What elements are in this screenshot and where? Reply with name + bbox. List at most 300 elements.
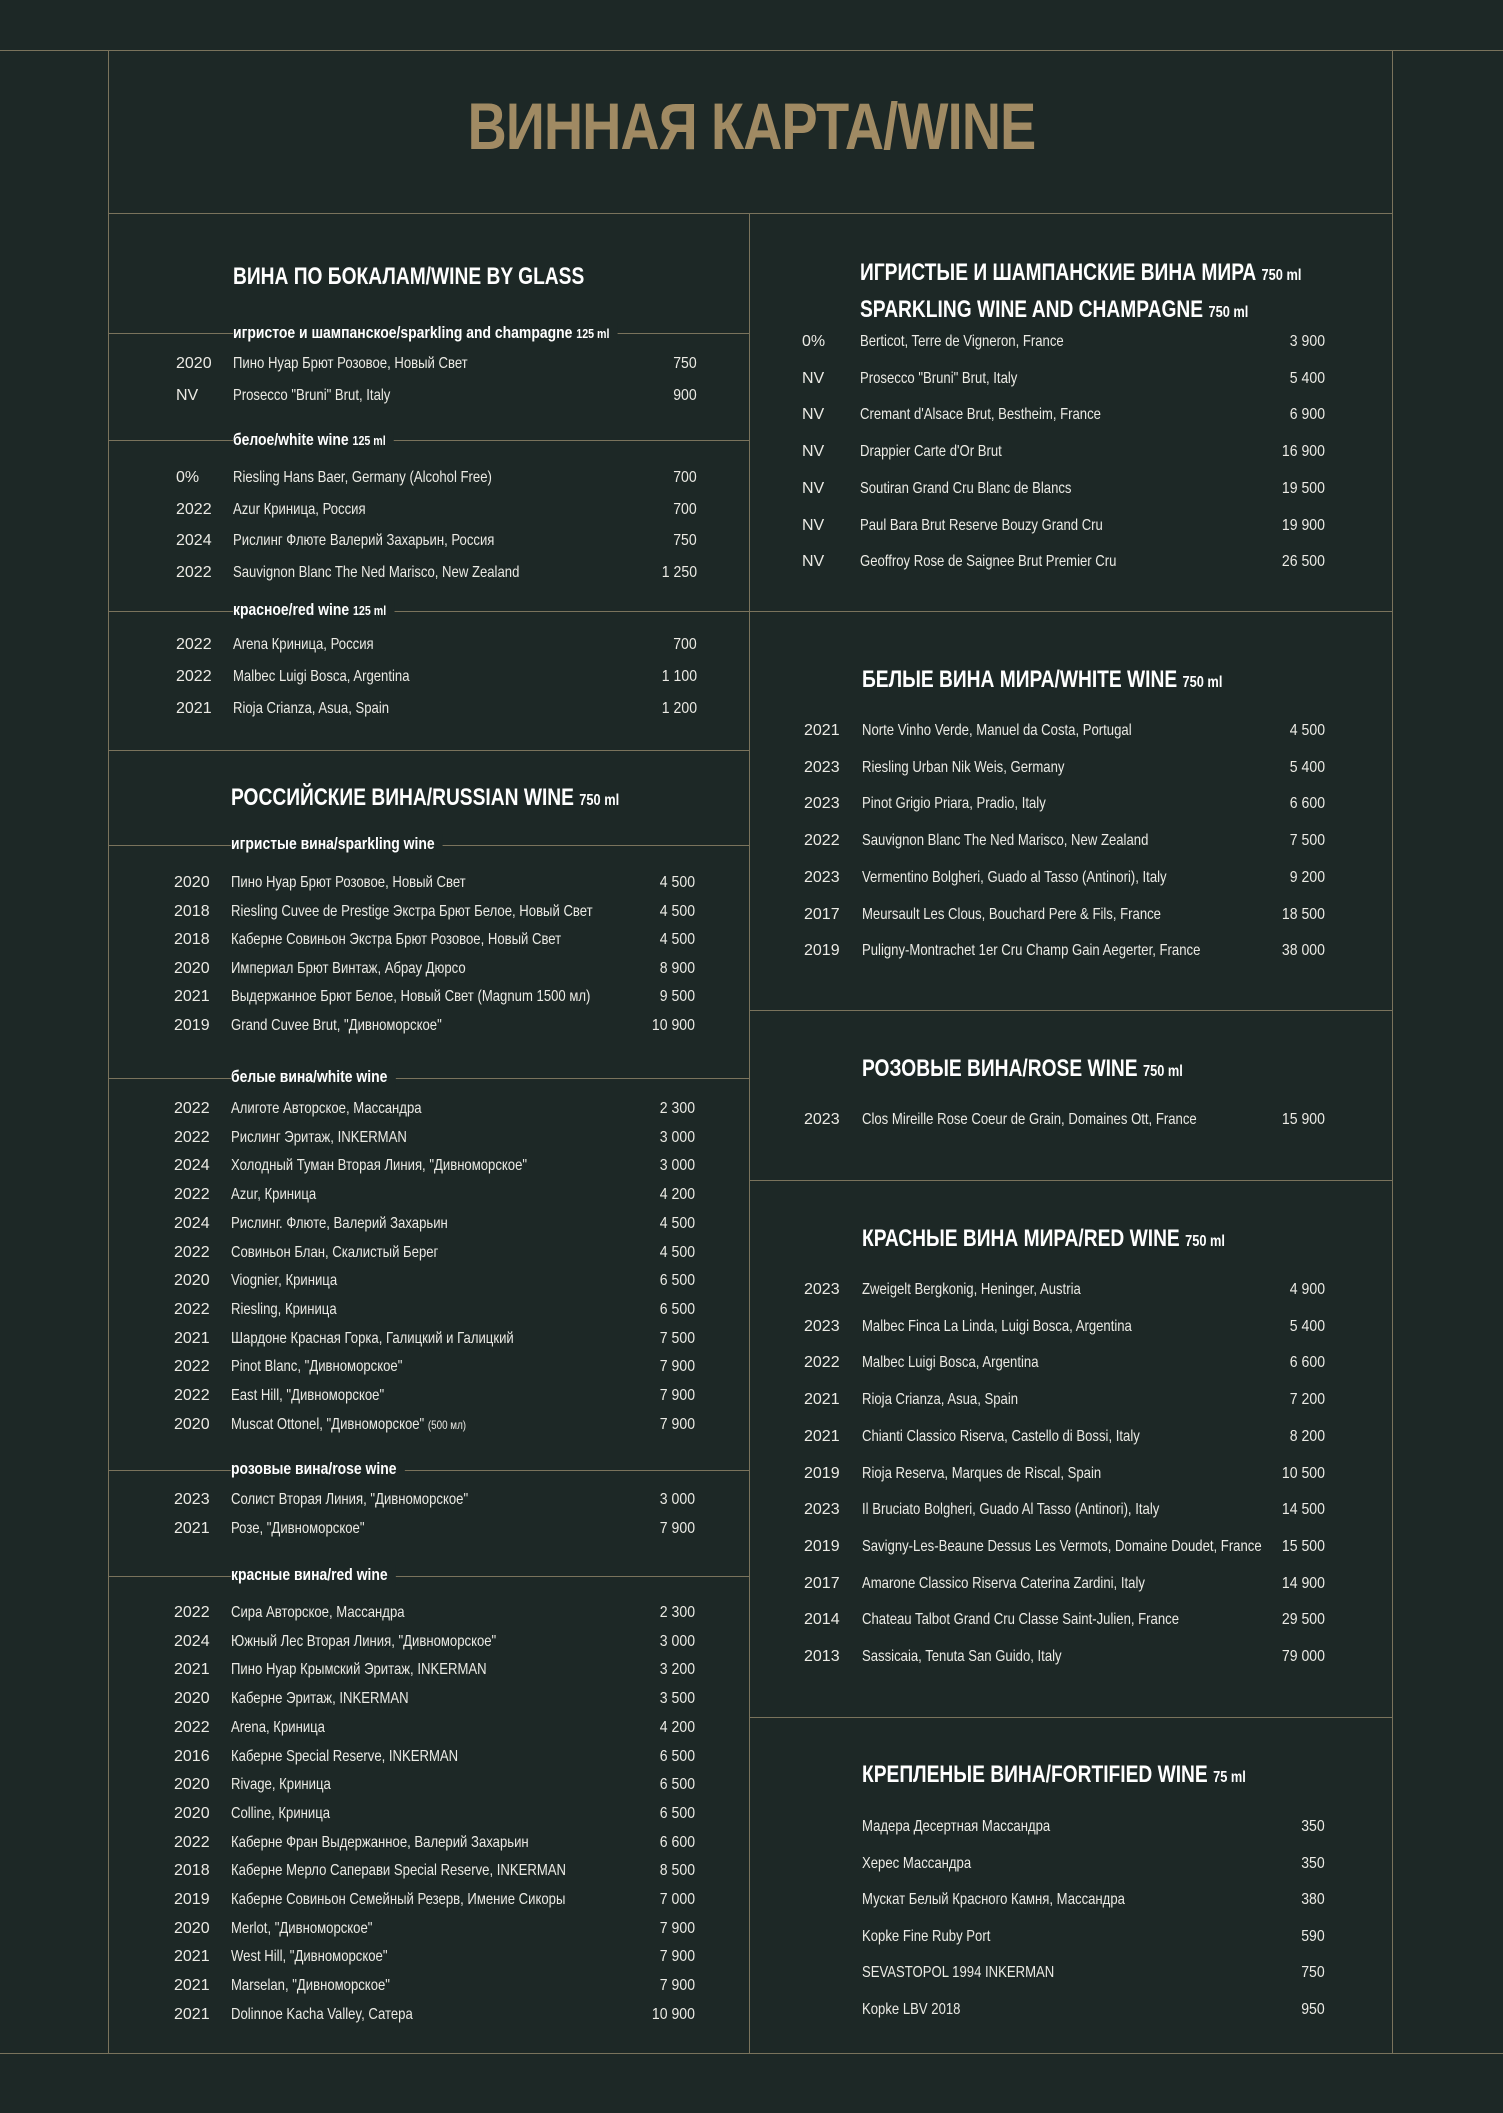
left-sub-line xyxy=(108,1576,749,1577)
wine-year: 2022 xyxy=(804,832,840,850)
wine-row xyxy=(804,1964,1325,1986)
wine-row xyxy=(174,1604,695,1626)
wine-price: 900 xyxy=(673,387,697,404)
wine-year: 2019 xyxy=(804,942,840,960)
wine-year: 2017 xyxy=(804,1574,840,1592)
wine-year: 2017 xyxy=(804,905,840,923)
wine-name: Kopke LBV 2018 xyxy=(862,2000,961,2018)
wine-name: Azur Криница, Россия xyxy=(233,500,366,518)
wine-row xyxy=(174,1520,695,1542)
wine-year: 2023 xyxy=(804,1317,840,1335)
wine-row xyxy=(174,1358,695,1380)
wine-row xyxy=(174,1387,695,1409)
wine-price: 3 000 xyxy=(659,1128,695,1146)
wine-price: 6 600 xyxy=(1289,795,1325,813)
wine-row xyxy=(174,1661,695,1683)
wine-name: Каберне Совиньон Экстра Брют Розовое, Новый Свет xyxy=(231,931,562,949)
russian-red-label: красные вина/red wine xyxy=(231,1565,396,1585)
wine-year: 2020 xyxy=(174,1272,210,1290)
wine-price: 7 200 xyxy=(1289,1391,1325,1409)
wine-name: Meursault Les Clous, Bouchard Pere & Fils, France xyxy=(862,905,1161,923)
wine-price: 7 000 xyxy=(659,1891,695,1908)
wine-year: 2022 xyxy=(176,636,212,653)
wine-row xyxy=(174,1491,695,1513)
wine-year: 2020 xyxy=(174,1776,210,1794)
wine-name: West Hill, "Дивноморское" xyxy=(231,1948,388,1966)
wine-row xyxy=(174,2006,695,2028)
left-sub-line xyxy=(108,611,749,612)
wine-name: Рислинг Эритаж, INKERMAN xyxy=(231,1128,407,1146)
left-sub-line xyxy=(108,1078,749,1079)
wine-year: 2021 xyxy=(804,1391,840,1409)
wine-row xyxy=(804,1281,1325,1303)
wine-price: 15 900 xyxy=(1281,1111,1325,1128)
wine-row xyxy=(176,668,697,690)
wine-row xyxy=(176,469,697,491)
wine-name: Мадера Десертная Массандра xyxy=(862,1818,1051,1835)
left-sub-line xyxy=(108,440,749,441)
wine-price: 29 500 xyxy=(1281,1611,1325,1629)
wine-name: Savigny-Les-Beaune Dessus Les Vermots, Domaine Doudet, France xyxy=(862,1537,1262,1555)
sparkling-world-heading-line1: ИГРИСТЫЕ И ШАМПАНСКИЕ ВИНА МИРА 750 ml xyxy=(860,259,1302,286)
russian-rose-label: розовые вина/rose wine xyxy=(231,1459,405,1479)
wine-row xyxy=(174,1633,695,1655)
wine-price: 4 500 xyxy=(659,1243,695,1261)
wine-name: Grand Cuvee Brut, "Дивноморское" xyxy=(231,1017,442,1034)
wine-row xyxy=(174,1948,695,1970)
wine-row xyxy=(174,1891,695,1913)
wine-price: 1 100 xyxy=(661,668,697,685)
wine-name: Riesling, Криница xyxy=(231,1300,337,1318)
wine-row xyxy=(174,1272,695,1294)
wine-row xyxy=(804,1611,1325,1633)
wine-year: 2023 xyxy=(804,1501,840,1519)
wine-year: 2024 xyxy=(174,1632,210,1650)
wine-row xyxy=(174,1977,695,1999)
wine-year: 2020 xyxy=(174,1690,210,1708)
wine-row xyxy=(174,1017,695,1039)
wine-year: 2014 xyxy=(804,1611,840,1629)
wine-year: 2020 xyxy=(174,1919,210,1937)
wine-row xyxy=(174,960,695,982)
wine-year: 2022 xyxy=(174,1128,210,1146)
wine-row xyxy=(174,988,695,1010)
wine-year: 2022 xyxy=(174,1186,210,1204)
wine-row xyxy=(174,1129,695,1151)
page-title: ВИННАЯ КАРТА/WINE xyxy=(467,89,1036,163)
wine-price: 3 900 xyxy=(1289,333,1325,350)
wine-name: Розе, "Дивноморское" xyxy=(231,1520,365,1537)
wine-year: NV xyxy=(802,369,825,387)
wine-row xyxy=(174,903,695,925)
wine-name: Norte Vinho Verde, Manuel da Costa, Portugal xyxy=(862,722,1132,739)
wine-price: 6 600 xyxy=(659,1833,695,1851)
wine-year: 2019 xyxy=(174,1891,210,1908)
wine-row xyxy=(804,1318,1325,1340)
wine-year: 2019 xyxy=(804,1464,840,1482)
wine-price: 7 500 xyxy=(1289,832,1325,850)
wine-price: 14 900 xyxy=(1281,1574,1325,1592)
wine-year: 2022 xyxy=(804,1354,840,1372)
wine-price: 7 900 xyxy=(659,1387,695,1404)
wine-year: 2020 xyxy=(174,1415,210,1433)
wine-row xyxy=(176,532,697,554)
red-world-heading: КРАСНЫЕ ВИНА МИРА/RED WINE 750 ml xyxy=(862,1225,1225,1252)
wine-price: 38 000 xyxy=(1281,942,1325,960)
wine-price: 7 900 xyxy=(659,1977,695,1995)
wine-year: NV xyxy=(176,387,199,404)
wine-year: 2022 xyxy=(174,1243,210,1261)
wine-price: 4 900 xyxy=(1289,1281,1325,1298)
wine-year: NV xyxy=(802,443,825,461)
wine-name: Херес Массандра xyxy=(862,1854,972,1872)
wine-name: Каберне Эритаж, INKERMAN xyxy=(231,1690,409,1708)
wine-row xyxy=(804,795,1325,817)
wine-year: 2018 xyxy=(174,902,210,920)
wine-name: Pinot Grigio Priara, Pradio, Italy xyxy=(862,795,1046,813)
wine-price: 10 900 xyxy=(651,2005,695,2023)
right-section-divider xyxy=(749,1180,1392,1181)
wine-name: Rioja Crianza, Asua, Spain xyxy=(862,1391,1019,1409)
wine-year: 2023 xyxy=(804,758,840,776)
wine-year: 2022 xyxy=(176,668,212,685)
wine-year: 2019 xyxy=(174,1017,210,1034)
wine-name: Солист Вторая Линия, "Дивноморское" xyxy=(231,1491,469,1508)
wine-row xyxy=(176,564,697,586)
wine-name: Холодный Туман Вторая Линия, "Дивноморское" xyxy=(231,1157,528,1175)
wine-name: Prosecco "Bruni" Brut, Italy xyxy=(233,387,391,404)
wine-price: 3 000 xyxy=(659,1157,695,1175)
wine-year: 2021 xyxy=(174,1661,210,1679)
wine-name: Malbec Luigi Bosca, Argentina xyxy=(233,668,410,685)
rose-world-heading: РОЗОВЫЕ ВИНА/ROSE WINE 750 ml xyxy=(862,1055,1183,1082)
wine-year: 2020 xyxy=(174,1804,210,1822)
wine-name: Алиготе Авторское, Массандра xyxy=(231,1100,422,1117)
wine-year: 2023 xyxy=(804,1281,840,1298)
wine-price: 350 xyxy=(1301,1854,1325,1872)
wine-price: 590 xyxy=(1301,1927,1325,1945)
wine-year: 2018 xyxy=(174,931,210,949)
wine-row xyxy=(804,1818,1325,1840)
wine-row xyxy=(802,517,1325,539)
wine-price: 1 250 xyxy=(661,563,697,581)
wine-row xyxy=(174,1776,695,1798)
wine-name: Geoffroy Rose de Saignee Brut Premier Cru xyxy=(860,553,1117,571)
wine-row xyxy=(174,1920,695,1942)
wine-row xyxy=(176,700,697,722)
wine-row xyxy=(176,636,697,658)
wine-year: 2024 xyxy=(174,1214,210,1232)
wine-price: 4 500 xyxy=(659,931,695,949)
wine-price: 700 xyxy=(673,636,697,653)
wine-row xyxy=(802,406,1325,428)
wine-row xyxy=(174,1416,695,1438)
wine-name: Совиньон Блан, Скалистый Берег xyxy=(231,1243,439,1261)
wine-price: 6 500 xyxy=(659,1776,695,1794)
wine-price: 7 500 xyxy=(659,1329,695,1347)
wine-row xyxy=(174,1834,695,1856)
wine-row xyxy=(804,1575,1325,1597)
wine-row xyxy=(174,931,695,953)
wine-name: Merlot, "Дивноморское" xyxy=(231,1919,373,1937)
wine-year: 2022 xyxy=(174,1718,210,1736)
wine-name: Пино Нуар Брют Розовое, Новый Свет xyxy=(231,874,466,891)
wine-price: 7 900 xyxy=(659,1358,695,1376)
left-section-divider xyxy=(108,750,749,751)
wine-year: 0% xyxy=(802,333,826,350)
wine-name: Dolinnoe Kacha Valley, Сатера xyxy=(231,2005,413,2023)
wine-year: 2024 xyxy=(176,532,212,549)
wine-year: 2024 xyxy=(174,1157,210,1175)
wine-year: 2023 xyxy=(804,795,840,813)
wine-price: 18 500 xyxy=(1281,905,1325,923)
wine-name: Riesling Cuvee de Prestige Экстра Брют Белое, Новый Свет xyxy=(231,902,593,920)
wine-year: 2020 xyxy=(174,959,210,977)
wine-price: 3 000 xyxy=(659,1632,695,1650)
frame-top-line xyxy=(0,50,1503,51)
wine-price: 700 xyxy=(673,469,697,486)
wine-year: NV xyxy=(802,553,825,571)
wine-name: Marselan, "Дивноморское" xyxy=(231,1977,390,1995)
wine-price: 5 400 xyxy=(1289,758,1325,776)
wine-name: Colline, Криница xyxy=(231,1804,331,1822)
wine-price: 6 900 xyxy=(1289,406,1325,424)
wine-name: Drappier Carte d'Or Brut xyxy=(860,443,1002,461)
wine-row xyxy=(804,1928,1325,1950)
wine-price: 15 500 xyxy=(1281,1537,1325,1555)
wine-price: 4 500 xyxy=(659,902,695,920)
wine-name: Chianti Classico Riserva, Castello di Bossi, Italy xyxy=(862,1427,1140,1445)
wine-name: Rivage, Криница xyxy=(231,1776,331,1794)
wine-row xyxy=(802,333,1325,355)
wine-row xyxy=(804,1855,1325,1877)
russian-white-label: белые вина/white wine xyxy=(231,1067,396,1087)
wine-price: 26 500 xyxy=(1281,553,1325,571)
wine-name: Clos Mireille Rose Coeur de Grain, Domaines Ott, France xyxy=(862,1111,1197,1128)
wine-row xyxy=(804,1428,1325,1450)
wine-name: Il Bruciato Bolgheri, Guado Al Tasso (Antinori), Italy xyxy=(862,1501,1160,1519)
wine-price: 10 500 xyxy=(1281,1464,1325,1482)
wine-name: Сира Авторское, Массандра xyxy=(231,1604,405,1621)
wine-price: 4 500 xyxy=(659,1214,695,1232)
wine-name: Rioja Crianza, Asua, Spain xyxy=(233,700,390,717)
wine-row xyxy=(176,501,697,523)
wine-name: Prosecco "Bruni" Brut, Italy xyxy=(860,369,1018,387)
wine-name: Пино Нуар Брют Розовое, Новый Свет xyxy=(233,355,468,372)
wine-name: Muscat Ottonel, "Дивноморское" (500 мл) xyxy=(231,1415,467,1433)
wine-row xyxy=(174,1186,695,1208)
wine-row xyxy=(174,1215,695,1237)
column-divider xyxy=(749,213,750,2053)
wine-row xyxy=(804,1648,1325,1670)
wine-price: 2 300 xyxy=(659,1604,695,1621)
wine-name: Rioja Reserva, Marques de Riscal, Spain xyxy=(862,1464,1102,1482)
wine-price: 750 xyxy=(673,532,697,549)
wine-row xyxy=(804,1391,1325,1413)
frame-bottom-line xyxy=(0,2053,1503,2054)
wine-row xyxy=(802,443,1325,465)
wine-year: 2021 xyxy=(804,722,840,739)
wine-year: 2022 xyxy=(174,1833,210,1851)
wine-name: Arena Криница, Россия xyxy=(233,636,374,653)
frame-right-line xyxy=(1392,50,1393,2053)
wine-price: 5 400 xyxy=(1289,369,1325,387)
wine-row xyxy=(804,869,1325,891)
wine-name: Sauvignon Blanc The Ned Marisco, New Zealand xyxy=(233,563,520,581)
wine-year: 2023 xyxy=(804,868,840,886)
wine-year: 2023 xyxy=(174,1491,210,1508)
wine-row xyxy=(804,759,1325,781)
wine-year: 2021 xyxy=(174,1329,210,1347)
wine-name: Paul Bara Brut Reserve Bouzy Grand Cru xyxy=(860,516,1103,534)
wine-year: 2013 xyxy=(804,1648,840,1665)
wine-price: 79 000 xyxy=(1281,1648,1325,1665)
wine-price: 6 500 xyxy=(659,1272,695,1290)
wine-name: Amarone Classico Riserva Caterina Zardini, Italy xyxy=(862,1574,1145,1592)
wine-name: Cremant d'Alsace Brut, Bestheim, France xyxy=(860,406,1101,424)
wine-year: 2022 xyxy=(174,1604,210,1621)
wine-row xyxy=(804,1354,1325,1376)
wine-name: Vermentino Bolgheri, Guado al Tasso (Antinori), Italy xyxy=(862,868,1167,886)
right-section-divider xyxy=(749,611,1392,612)
wine-price: 4 200 xyxy=(659,1186,695,1204)
wine-row xyxy=(804,1465,1325,1487)
wine-name: Империал Брют Винтаж, Абрау Дюрсо xyxy=(231,959,466,977)
wine-price: 16 900 xyxy=(1281,443,1325,461)
wine-price: 700 xyxy=(673,500,697,518)
wine-price: 750 xyxy=(673,355,697,372)
right-section-divider xyxy=(749,1717,1392,1718)
wine-price: 4 500 xyxy=(1289,722,1325,739)
wine-price: 3 000 xyxy=(659,1491,695,1508)
wine-year: 2022 xyxy=(174,1300,210,1318)
wine-price: 950 xyxy=(1301,2000,1325,2018)
wine-year: NV xyxy=(802,406,825,424)
wine-price: 380 xyxy=(1301,1891,1325,1908)
wine-row xyxy=(804,2001,1325,2023)
wine-year: 2021 xyxy=(804,1427,840,1445)
wine-year: 2019 xyxy=(804,1537,840,1555)
wine-row xyxy=(804,1501,1325,1523)
wine-row xyxy=(174,1330,695,1352)
wine-name: Каберне Special Reserve, INKERMAN xyxy=(231,1747,459,1765)
wine-name: Пино Нуар Крымский Эритаж, INKERMAN xyxy=(231,1661,487,1679)
wine-row xyxy=(174,1157,695,1179)
fortified-heading: КРЕПЛЕНЫЕ ВИНА/FORTIFIED WINE 75 ml xyxy=(862,1761,1246,1788)
wine-row xyxy=(802,370,1325,392)
wine-year: 2020 xyxy=(174,874,210,891)
wine-row xyxy=(176,355,697,377)
wine-row xyxy=(802,553,1325,575)
wine-name: Zweigelt Bergkonig, Heninger, Austria xyxy=(862,1281,1081,1298)
wine-price: 9 200 xyxy=(1289,868,1325,886)
wine-price: 5 400 xyxy=(1289,1317,1325,1335)
wine-row xyxy=(802,480,1325,502)
wine-price: 3 500 xyxy=(659,1690,695,1708)
wine-year: 2022 xyxy=(174,1358,210,1376)
wine-row xyxy=(804,1891,1325,1913)
wine-name: Soutiran Grand Cru Blanc de Blancs xyxy=(860,479,1072,497)
wine-year: 0% xyxy=(176,469,200,486)
wine-row xyxy=(176,387,697,409)
wine-name: Sassicaia, Tenuta San Guido, Italy xyxy=(862,1648,1062,1665)
wine-name: Arena, Криница xyxy=(231,1718,325,1736)
wine-price: 2 300 xyxy=(659,1100,695,1117)
wine-year: NV xyxy=(802,479,825,497)
wine-row xyxy=(174,1690,695,1712)
by-glass-red-label: красное/red wine 125 ml xyxy=(233,600,394,620)
wine-name: Chateau Talbot Grand Cru Classe Saint-Julien, France xyxy=(862,1611,1179,1629)
wine-price: 19 900 xyxy=(1281,516,1325,534)
wine-name: Riesling Hans Baer, Germany (Alcohol Free) xyxy=(233,469,492,486)
wine-row xyxy=(804,722,1325,744)
wine-row xyxy=(174,1719,695,1741)
wine-price: 10 900 xyxy=(651,1017,695,1034)
wine-price: 6 500 xyxy=(659,1747,695,1765)
wine-row xyxy=(804,942,1325,964)
wine-volume-note: (500 мл) xyxy=(427,1417,467,1432)
wine-year: 2021 xyxy=(174,1948,210,1966)
wine-price: 8 500 xyxy=(659,1862,695,1880)
russian-heading: РОССИЙСКИЕ ВИНА/RUSSIAN WINE 750 ml xyxy=(231,784,620,811)
wine-price: 6 600 xyxy=(1289,1354,1325,1372)
sparkling-world-heading-line2: SPARKLING WINE AND CHAMPAGNE 750 ml xyxy=(860,296,1249,323)
wine-price: 1 200 xyxy=(661,700,697,717)
white-world-heading: БЕЛЫЕ ВИНА МИРА/WHITE WINE 750 ml xyxy=(862,666,1223,693)
by-glass-sparkling-label: игристое и шампанское/sparkling and champagne 125 ml xyxy=(233,323,618,343)
wine-row xyxy=(804,906,1325,928)
wine-name: Malbec Luigi Bosca, Argentina xyxy=(862,1354,1039,1372)
wine-row xyxy=(174,1862,695,1884)
wine-name: East Hill, "Дивноморское" xyxy=(231,1387,385,1404)
wine-price: 19 500 xyxy=(1281,479,1325,497)
wine-name: Каберне Мерло Саперави Special Reserve, INKERMAN xyxy=(231,1862,566,1880)
wine-row xyxy=(804,1111,1325,1133)
wine-year: 2021 xyxy=(174,2005,210,2023)
wine-row xyxy=(174,1244,695,1266)
wine-year: NV xyxy=(802,516,825,534)
wine-name: Sauvignon Blanc The Ned Marisco, New Zealand xyxy=(862,832,1149,850)
wine-price: 7 900 xyxy=(659,1415,695,1433)
wine-price: 7 900 xyxy=(659,1948,695,1966)
title-divider xyxy=(108,213,1392,214)
wine-name: Рислинг Флюте Валерий Захарьин, Россия xyxy=(233,532,495,549)
wine-name: Azur, Криница xyxy=(231,1186,317,1204)
wine-price: 4 500 xyxy=(659,874,695,891)
wine-name: Выдержанное Брют Белое, Новый Свет (Magnum 1500 мл) xyxy=(231,988,591,1006)
wine-year: 2022 xyxy=(174,1387,210,1404)
wine-price: 8 900 xyxy=(659,959,695,977)
wine-name: Южный Лес Вторая Линия, "Дивноморское" xyxy=(231,1632,497,1650)
wine-year: 2020 xyxy=(176,355,212,372)
wine-name: Berticot, Terre de Vigneron, France xyxy=(860,333,1064,350)
wine-price: 9 500 xyxy=(659,988,695,1006)
wine-price: 350 xyxy=(1301,1818,1325,1835)
wine-year: 2022 xyxy=(176,500,212,518)
wine-row xyxy=(174,1748,695,1770)
wine-price: 7 900 xyxy=(659,1919,695,1937)
wine-row xyxy=(174,1805,695,1827)
wine-year: 2021 xyxy=(174,988,210,1006)
frame-left-line xyxy=(108,50,109,2053)
wine-name: Pinot Blanc, "Дивноморское" xyxy=(231,1358,403,1376)
wine-year: 2018 xyxy=(174,1862,210,1880)
wine-price: 6 500 xyxy=(659,1804,695,1822)
by-glass-white-label: белое/white wine 125 ml xyxy=(233,430,394,450)
wine-price: 7 900 xyxy=(659,1520,695,1537)
left-sub-line xyxy=(108,1470,749,1471)
wine-price: 3 200 xyxy=(659,1661,695,1679)
